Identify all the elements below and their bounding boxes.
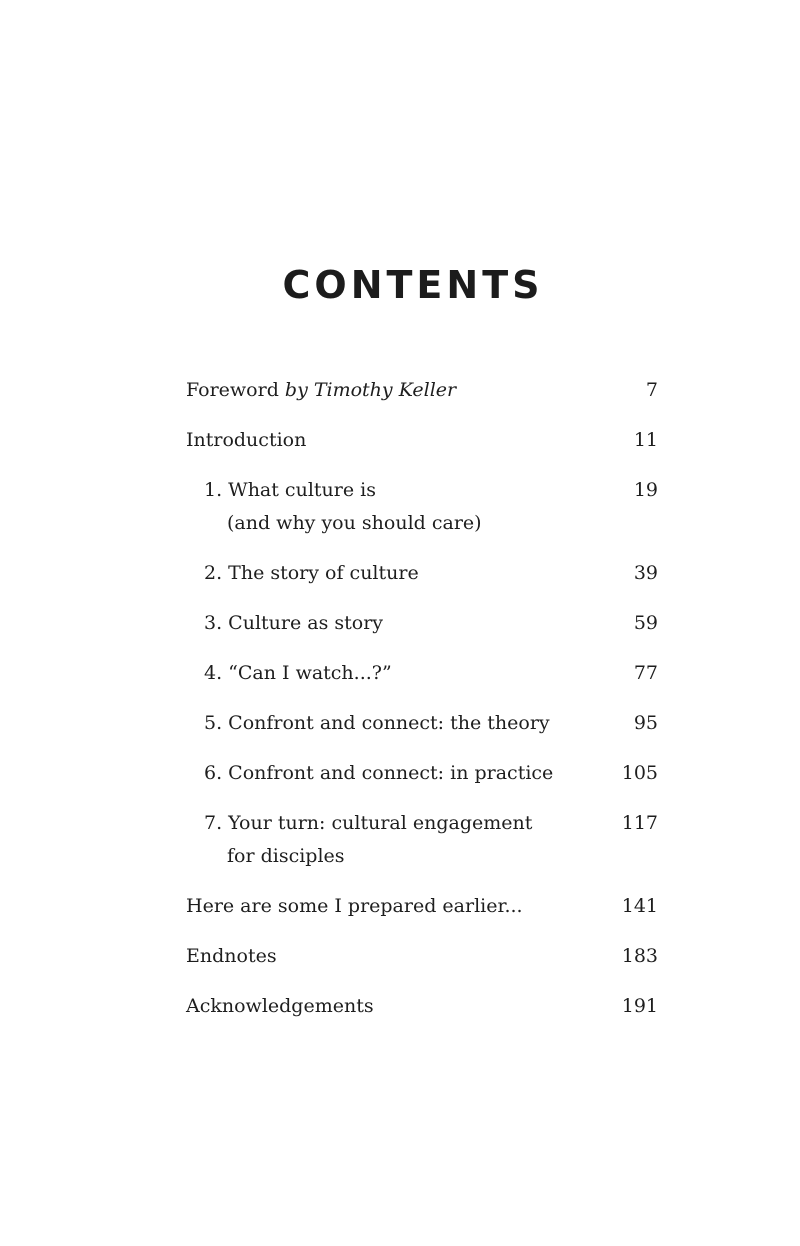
toc-entry-chapter-3 (186, 607, 658, 640)
toc-entry-label: 4. “Can I watch...?” (204, 662, 392, 684)
toc-page-number: 11 (633, 429, 658, 451)
toc-entry-label: Acknowledgements (186, 995, 374, 1017)
toc-page-number: 59 (633, 612, 658, 634)
toc-page-number: 117 (621, 812, 658, 834)
table-of-contents (186, 374, 658, 1040)
toc-entry-label (186, 374, 658, 407)
toc-entry-label (186, 474, 658, 540)
toc-entry-label: Here are some I prepared earlier... (186, 895, 523, 917)
toc-entry-label-line: 1. What culture is (204, 479, 376, 501)
toc-entry-label-continuation: for disciples (227, 845, 345, 867)
toc-entry-label: 5. Confront and connect: the theory (204, 712, 550, 734)
toc-page-number: 19 (633, 479, 658, 501)
toc-entry-label-line: 7. Your turn: cultural engagement (204, 812, 533, 834)
toc-entry-chapter-6 (186, 757, 658, 790)
toc-entry-label: Endnotes (186, 945, 277, 967)
toc-entry-author: by Timothy Keller (284, 379, 457, 401)
toc-entry-foreword (186, 374, 658, 407)
toc-page-number: 141 (621, 895, 658, 917)
toc-entry-endnotes (186, 940, 658, 973)
toc-entry-label: Introduction (186, 429, 307, 451)
toc-entry-label: 3. Culture as story (204, 612, 384, 634)
contents-title: CONTENTS (282, 263, 544, 307)
toc-page-number: 191 (621, 995, 658, 1017)
toc-entry-introduction (186, 424, 658, 457)
toc-entry-label: 6. Confront and connect: in practice (204, 762, 554, 784)
toc-entry-label: 2. The story of culture (204, 562, 419, 584)
toc-page-number: 77 (633, 662, 658, 684)
toc-page-number: 183 (621, 945, 658, 967)
toc-entry-chapter-2 (186, 557, 658, 590)
toc-entry-label-text: Foreword (186, 379, 285, 401)
toc-entry-label-continuation: (and why you should care) (227, 512, 482, 534)
toc-entry-chapter-4 (186, 657, 658, 690)
toc-page-number: 7 (645, 379, 658, 401)
toc-entry-chapter-7 (186, 807, 658, 873)
toc-entry-prepared-earlier (186, 890, 658, 923)
toc-page-number: 39 (633, 562, 658, 584)
toc-page-number: 105 (621, 762, 658, 784)
toc-entry-chapter-1 (186, 474, 658, 540)
toc-entry-acknowledgements (186, 990, 658, 1023)
toc-entry-label (186, 807, 658, 873)
toc-entry-chapter-5 (186, 707, 658, 740)
toc-page-number: 95 (633, 712, 658, 734)
